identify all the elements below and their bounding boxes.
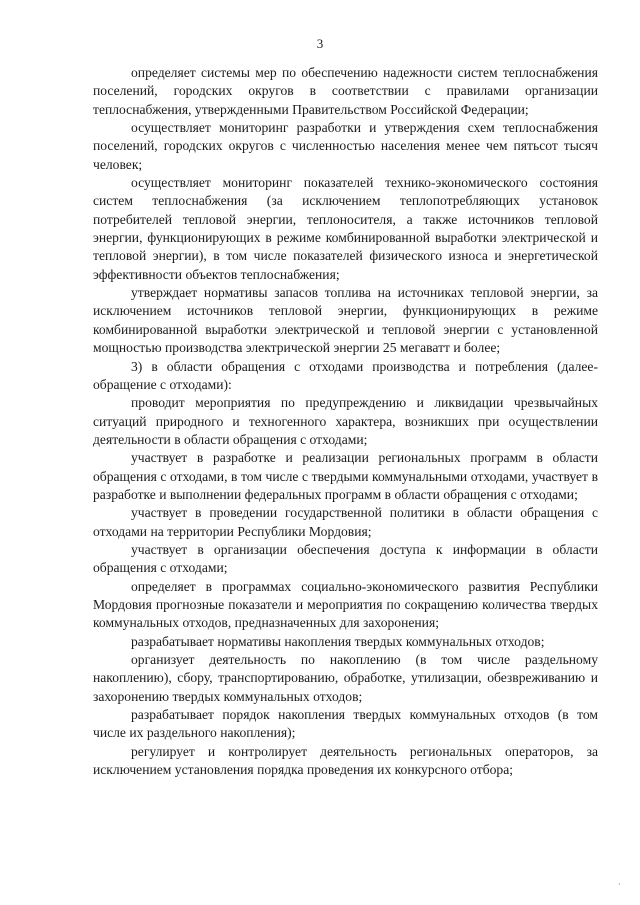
paragraph-waste-activities: организует деятельность по накоплению (в том числе раздельному накоплению), сбору, транспортированию, обработке, утилизации, обезвреживанию и захоронению твердых коммунальных отходов; (93, 652, 598, 704)
paragraph-state-policy: участвует в проведении государственной политики в области обращения с отходами на территории Республики Мордовия; (93, 505, 598, 539)
paragraph-information-access: участвует в организации обеспечения доступа к информации в области обращения с отходами; (93, 541, 598, 576)
paragraph-emergency-measures: проводит мероприятия по предупреждению и ликвидации чрезвычайных ситуаций природного и техногенного характера, возникших при осуществлении деятельности в области обращения с отходами; (93, 395, 598, 447)
paragraph-accumulation-procedure: разрабатывает порядок накопления твердых коммунальных отходов (в том числе их раздельного накопления); (93, 707, 598, 741)
paragraph-indicator-monitoring: осуществляет мониторинг показателей технико-экономического состояния систем теплоснабжения (за исключением теплопотребляющих установок потребителей тепловой энергии, теплоносителя, а также источников тепловой энергии, функционирующих в режиме комбинированной выработки электрической и тепловой энергии), в том числе показателей физического износа и энергетической эффективности объектов теплоснабжения; (93, 175, 598, 282)
paragraph-regional-programs: участвует в разработке и реализации региональных программ в области обращения с отходами, в том числе с твердыми коммунальными отходами, участвует в разработке и выполнении федеральных программ в области обращения с отходами; (93, 450, 598, 502)
page-number: 3 (316, 36, 324, 51)
document-body (93, 64, 598, 779)
paragraph-accumulation-standards: разрабатывает нормативы накопления твердых коммунальных отходов; (131, 633, 545, 649)
paragraph-fuel-standards: утверждает нормативы запасов топлива на источниках тепловой энергии, за исключением источников тепловой энергии, функционирующих в режиме комбинированной выработки электрической и тепловой энергии с установленной мощностью производства электрической энергии 25 мегаватт и более; (93, 285, 598, 356)
paragraph-scheme-monitoring: осуществляет мониторинг разработки и утверждения схем теплоснабжения поселений, городских округов с численностью населения менее чем пятьсот тысяч человек; (93, 120, 598, 172)
paragraph-reliability-measures: определяет системы мер по обеспечению надежности систем теплоснабжения поселений, городских округов в соответствии с правилами организации теплоснабжения, утвержденными Правительством Российской Федерации; (93, 65, 598, 117)
paragraph-waste-section-heading: 3) в области обращения с отходами производства и потребления (далее- обращение с отходами): (93, 358, 598, 392)
paragraph-regional-operators: регулирует и контролирует деятельность региональных операторов, за исключением установления порядка проведения их конкурсного отбора; (93, 743, 598, 778)
paragraph-development-programs: определяет в программах социально-экономического развития Республики Мордовия прогнозные показатели и мероприятия по сокращению количества твердых коммунальных отходов, предназначенных для захоронения; (93, 578, 598, 631)
scan-mark: · (618, 880, 621, 889)
